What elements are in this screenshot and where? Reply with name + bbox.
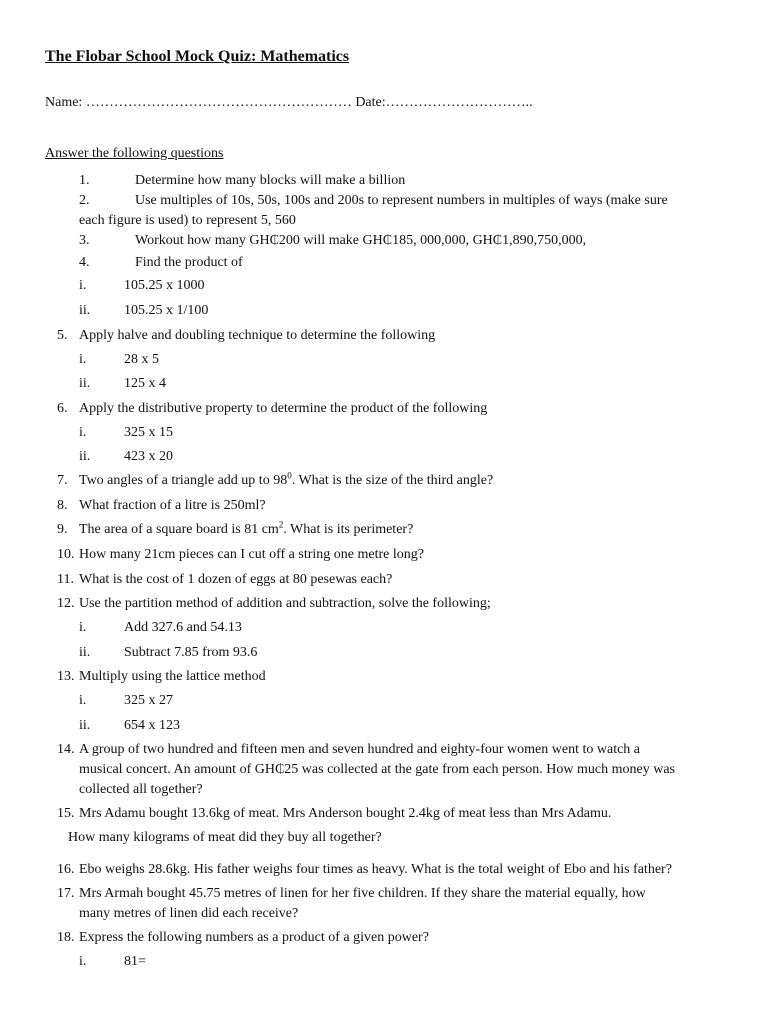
question-number: 3.: [79, 233, 90, 248]
question-number: 15.: [57, 806, 75, 821]
sub-item-number: i.: [79, 693, 87, 708]
sub-item-text: 105.25 x 1000: [124, 278, 205, 293]
sub-item-number: ii.: [79, 376, 91, 391]
question-text: How many 21cm pieces can I cut off a string one metre long?: [79, 547, 424, 562]
sub-item-number: i.: [79, 278, 87, 293]
question-text: [79, 472, 493, 490]
degree-superscript: 0: [287, 470, 292, 481]
question-number: 14.: [57, 742, 75, 757]
sub-item-number: ii.: [79, 718, 91, 733]
sub-item-text: 325 x 15: [124, 425, 173, 440]
sub-item-text: 105.25 x 1/100: [124, 303, 209, 318]
question-text: Apply halve and doubling technique to determine the following: [79, 328, 436, 343]
question-number: 9.: [57, 522, 68, 537]
sub-item-text: 125 x 4: [124, 376, 166, 391]
question-text: Apply the distributive property to determine the product of the following: [79, 401, 488, 416]
question-text-continued: each figure is used) to represent 5, 560: [79, 213, 296, 228]
question-number: 16.: [57, 862, 75, 877]
question-text-part: . What is its perimeter?: [283, 522, 414, 537]
question-text: Use multiples of 10s, 50s, 100s and 200s to represent numbers in multiples of ways (make sure: [135, 193, 668, 208]
question-text: [79, 521, 413, 539]
sub-item-text: 81=: [124, 954, 146, 969]
question-text: What is the cost of 1 dozen of eggs at 80 pesewas each?: [79, 572, 393, 587]
question-number: 18.: [57, 930, 75, 945]
sub-item-text: Add 327.6 and 54.13: [124, 620, 242, 635]
question-text: Ebo weighs 28.6kg. His father weighs four times as heavy. What is the total weight of Ebo and his father?: [79, 862, 672, 877]
question-number: 17.: [57, 886, 75, 901]
sub-item-number: i.: [79, 425, 87, 440]
question-text-part: The area of a square board is 81 cm: [79, 522, 279, 537]
instruction: Answer the following questions: [45, 146, 224, 161]
question-text: Express the following numbers as a product of a given power?: [79, 930, 429, 945]
sub-item-text: 325 x 27: [124, 693, 173, 708]
question-text: Use the partition method of addition and subtraction, solve the following;: [79, 596, 491, 611]
question-text: What fraction of a litre is 250ml?: [79, 498, 266, 513]
question-number: 5.: [57, 328, 68, 343]
question-text-part: Two angles of a triangle add up to 98: [79, 473, 288, 488]
question-number: 6.: [57, 401, 68, 416]
question-text: Mrs Adamu bought 13.6kg of meat. Mrs Anderson bought 2.4kg of meat less than Mrs Adamu.: [79, 806, 612, 821]
sub-item-text: 28 x 5: [124, 352, 159, 367]
question-number: 7.: [57, 473, 68, 488]
question-number: 4.: [79, 255, 90, 270]
sub-item-number: ii.: [79, 645, 91, 660]
sub-item-number: ii.: [79, 303, 91, 318]
sub-item-text: Subtract 7.85 from 93.6: [124, 645, 258, 660]
question-text: Determine how many blocks will make a billion: [135, 173, 406, 188]
question-number: 8.: [57, 498, 68, 513]
question-text-continued: many metres of linen did each receive?: [79, 906, 299, 921]
question-text: Mrs Armah bought 45.75 metres of linen for her five children. If they share the material equally, how: [79, 886, 646, 901]
sub-item-text: 423 x 20: [124, 449, 173, 464]
sub-item-text: 654 x 123: [124, 718, 180, 733]
name-date-line: Name: ………………………………………………… Date:…………………………..: [45, 95, 533, 110]
page-title: The Flobar School Mock Quiz: Mathematics: [45, 48, 350, 65]
question-number: 13.: [57, 669, 75, 684]
sub-item-number: i.: [79, 620, 87, 635]
question-text-continued: musical concert. An amount of GH₵25 was collected at the gate from each person. How much money was: [79, 762, 675, 777]
question-text-part: . What is the size of the third angle?: [291, 473, 494, 488]
question-number: 10.: [57, 547, 75, 562]
question-text-continued: collected all together?: [79, 782, 203, 797]
question-text: A group of two hundred and fifteen men and seven hundred and eighty-four women went to watch a: [79, 742, 641, 757]
sub-item-number: i.: [79, 954, 87, 969]
question-number: 11.: [57, 572, 74, 587]
question-text: Workout how many GH₵200 will make GH₵185, 000,000, GH₵1,890,750,000,: [135, 233, 587, 248]
question-number: 1.: [79, 173, 90, 188]
sub-item-number: ii.: [79, 449, 91, 464]
square-superscript: 2: [278, 519, 284, 530]
question-text: Multiply using the lattice method: [79, 669, 266, 684]
question-text-continued: How many kilograms of meat did they buy all together?: [68, 830, 382, 845]
sub-item-number: i.: [79, 352, 87, 367]
question-number: 12.: [57, 596, 75, 611]
question-text: Find the product of: [135, 255, 243, 270]
question-number: 2.: [79, 193, 90, 208]
